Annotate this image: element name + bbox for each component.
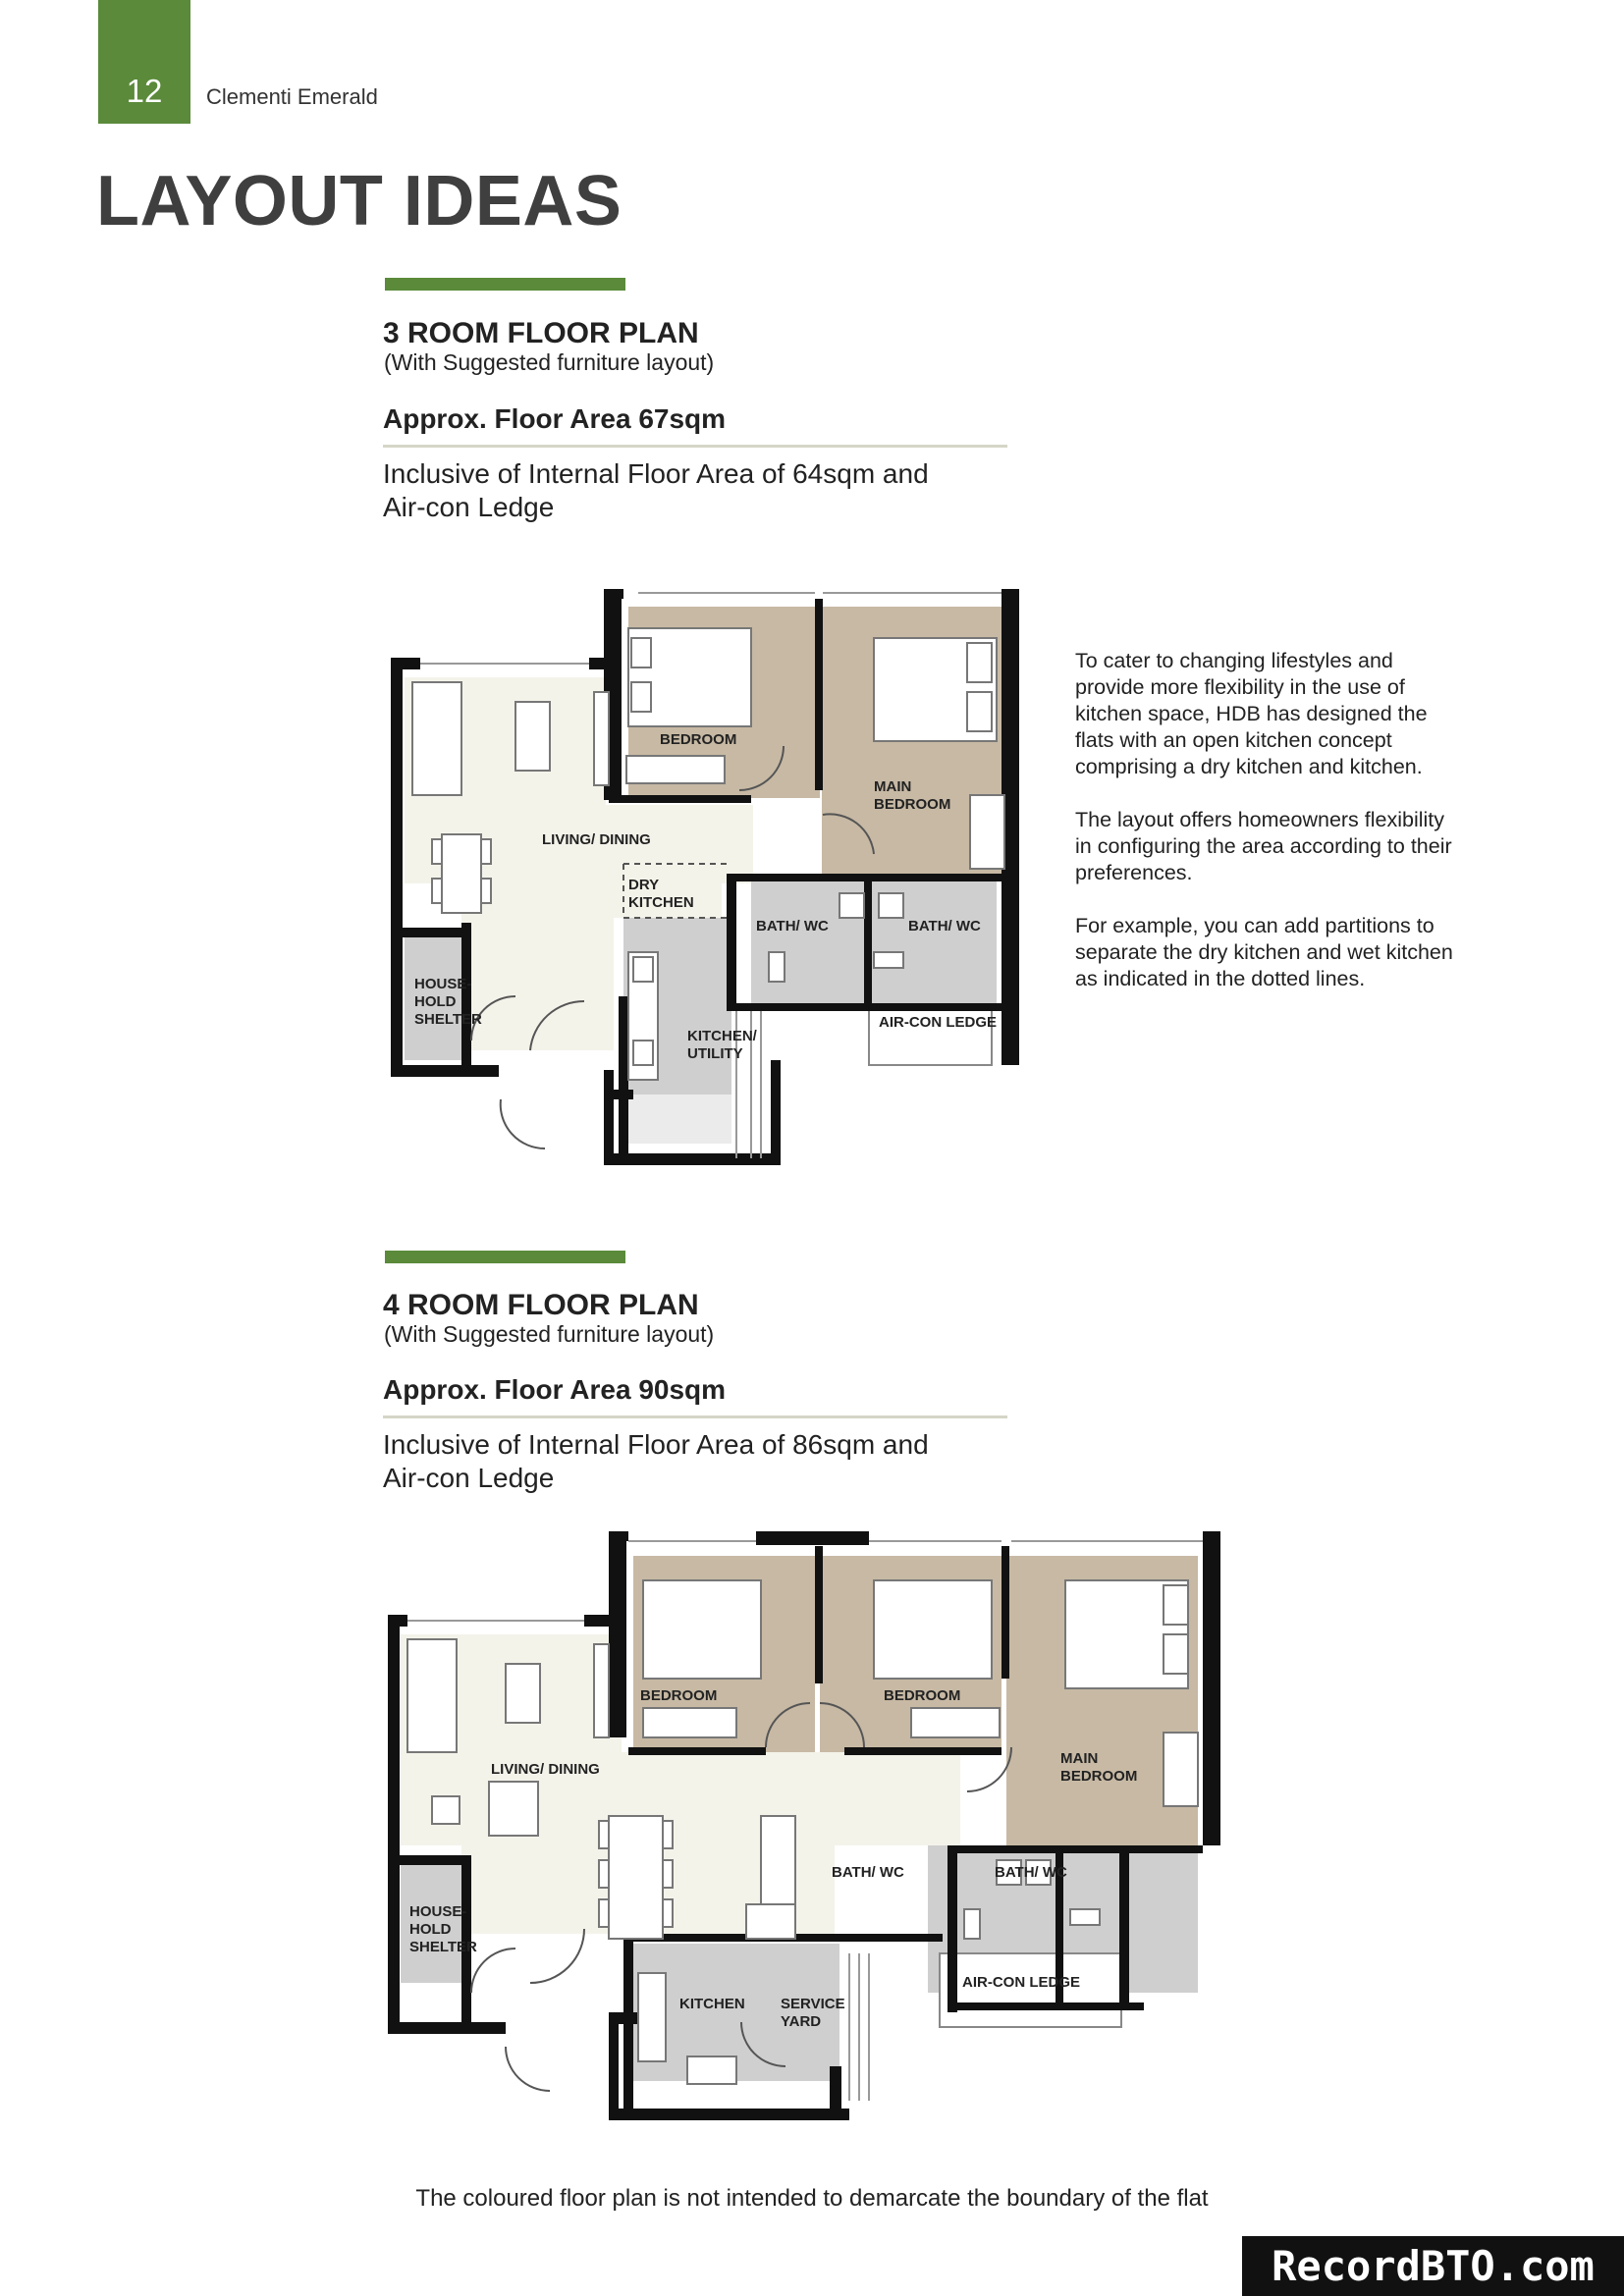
room-label-main-bedroom: MAIN: [874, 778, 912, 795]
side-paragraph-3: [1075, 913, 1488, 992]
side-paragraph-1: [1075, 648, 1488, 780]
side-text-line: comprising a dry kitchen and kitchen.: [1075, 755, 1423, 778]
room-label-bath-wc: BATH/ WC: [832, 1864, 904, 1881]
inclusive-area-line-1: Inclusive of Internal Floor Area of 86sqm and: [383, 1429, 929, 1460]
plan-title: 4 ROOM FLOOR PLAN: [383, 1289, 699, 1321]
plan-subtitle: (With Suggested furniture layout): [384, 1321, 715, 1347]
kitchen-store-fill: [623, 1095, 731, 1144]
room-label-bedroom: BEDROOM: [884, 1687, 961, 1704]
room-label-bath-wc: BATH/ WC: [756, 918, 829, 934]
room-label-service-yard: YARD: [781, 2013, 822, 2030]
room-label-bath-wc: BATH/ WC: [908, 918, 981, 934]
plan-title: 3 ROOM FLOOR PLAN: [383, 317, 699, 349]
side-paragraph-2: [1075, 807, 1488, 886]
footer-note: The coloured floor plan is not intended to demarcate the boundary of the flat: [415, 2185, 1209, 2212]
room-label-kitchen-utility: KITCHEN/: [687, 1028, 757, 1044]
floor-plan-4-room: [383, 1522, 1237, 2130]
side-text-line: as indicated in the dotted lines.: [1075, 967, 1366, 990]
side-text-line: provide more flexibility in the use of: [1075, 675, 1405, 699]
room-label-kitchen-utility: UTILITY: [687, 1045, 743, 1062]
side-text-line: preferences.: [1075, 861, 1193, 884]
floor-area: Approx. Floor Area 67sqm: [383, 403, 727, 434]
living-area-fill: [401, 1752, 960, 1845]
room-label-main-bedroom: MAIN: [1060, 1750, 1099, 1767]
room-label-kitchen: KITCHEN: [679, 1996, 745, 2012]
inclusive-area-line-2: Air-con Ledge: [383, 1463, 555, 1493]
side-text-line: flats with an open kitchen concept: [1075, 728, 1392, 752]
room-label-household-shelter: HOLD: [409, 1921, 452, 1938]
room-label-bath-wc: BATH/ WC: [995, 1864, 1067, 1881]
inclusive-area-line-1: Inclusive of Internal Floor Area of 64sqm and: [383, 458, 929, 489]
divider: [383, 445, 1007, 448]
room-label-household-shelter: SHELTER: [409, 1939, 477, 1955]
floor-plan-3-room: [383, 579, 1041, 1168]
watermark-badge: RecordBTO.com: [1242, 2236, 1624, 2296]
accent-bar: [385, 278, 625, 291]
inclusive-area-line-2: Air-con Ledge: [383, 492, 555, 522]
side-text-line: in configuring the area according to their: [1075, 834, 1452, 858]
room-label-aircon-ledge: AIR-CON LEDGE: [962, 1974, 1080, 1991]
side-text-line: separate the dry kitchen and wet kitchen: [1075, 940, 1453, 964]
plan-subtitle: (With Suggested furniture layout): [384, 349, 715, 375]
section-title: LAYOUT IDEAS: [96, 162, 623, 240]
divider: [383, 1415, 1007, 1418]
room-label-living-dining: LIVING/ DINING: [542, 831, 651, 848]
room-label-main-bedroom: BEDROOM: [874, 796, 951, 813]
room-label-bedroom: BEDROOM: [660, 731, 737, 748]
side-text-line: To cater to changing lifestyles and: [1075, 649, 1393, 672]
room-label-dry-kitchen: KITCHEN: [628, 894, 694, 911]
room-label-household-shelter: HOLD: [414, 993, 457, 1010]
side-text-line: The layout offers homeowners flexibility: [1075, 808, 1445, 831]
room-label-living-dining: LIVING/ DINING: [491, 1761, 600, 1778]
side-text-line: kitchen space, HDB has designed the: [1075, 702, 1428, 725]
accent-bar: [385, 1251, 625, 1263]
floor-area: Approx. Floor Area 90sqm: [383, 1374, 727, 1405]
room-label-household-shelter: HOUSE-: [414, 976, 472, 992]
document-title: Clementi Emerald: [206, 84, 378, 109]
room-label-service-yard: SERVICE: [781, 1996, 845, 2012]
service-yard-fill: [746, 1944, 839, 2081]
room-label-main-bedroom: BEDROOM: [1060, 1768, 1138, 1785]
page-number: 12: [126, 73, 163, 109]
room-label-bedroom: BEDROOM: [640, 1687, 718, 1704]
side-text-line: For example, you can add partitions to: [1075, 914, 1435, 937]
room-label-household-shelter: HOUSE-: [409, 1903, 467, 1920]
room-label-household-shelter: SHELTER: [414, 1011, 482, 1028]
room-label-aircon-ledge: AIR-CON LEDGE: [879, 1014, 997, 1031]
room-label-dry-kitchen: DRY: [628, 877, 660, 893]
